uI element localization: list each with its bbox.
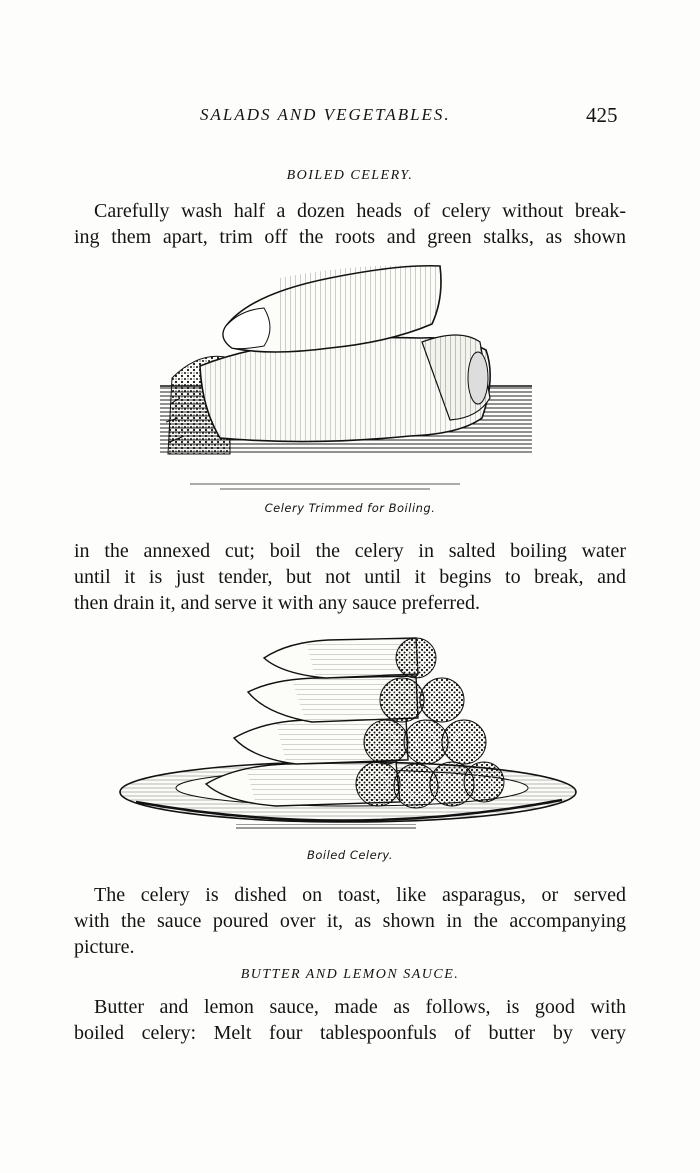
paragraph-line: Butter and lemon sauce, made as follows, is good with xyxy=(94,996,626,1018)
paragraph-line: picture. xyxy=(74,936,135,958)
running-header xyxy=(0,103,700,133)
page-number: 425 xyxy=(586,103,618,127)
paragraph-line: Carefully wash half a dozen heads of celery without break- xyxy=(94,200,626,222)
figure-caption-boiled: Boiled Celery. xyxy=(306,848,394,862)
section-heading-boiled-celery: BOILED CELERY. xyxy=(286,168,414,183)
paragraph-line: The celery is dished on toast, like asparagus, or served xyxy=(94,884,626,906)
celery-trimmed-illustration xyxy=(160,258,532,494)
paragraph-line: boiled celery: Melt four tablespoonfuls of butter by very xyxy=(74,1022,626,1044)
paragraph-boil xyxy=(74,538,626,616)
paragraph-line: with the sauce poured over it, as shown in the accompanying xyxy=(74,910,626,932)
paragraph-intro xyxy=(74,198,626,250)
running-title: SALADS AND VEGETABLES. xyxy=(200,105,451,124)
boiled-celery-illustration xyxy=(116,634,582,840)
figure-caption-trimmed: Celery Trimmed for Boiling. xyxy=(264,501,436,515)
paragraph-serving xyxy=(74,882,626,960)
paragraph-line: ing them apart, trim off the roots and green stalks, as shown xyxy=(74,226,626,248)
paragraph-sauce xyxy=(74,994,626,1046)
paragraph-line: until it is just tender, but not until it begins to break, and xyxy=(74,566,626,588)
section-heading-butter-lemon-sauce: BUTTER AND LEMON SAUCE. xyxy=(240,967,460,982)
paragraph-line: then drain it, and serve it with any sauce preferred. xyxy=(74,592,480,614)
paragraph-line: in the annexed cut; boil the celery in salted boiling water xyxy=(74,540,626,562)
